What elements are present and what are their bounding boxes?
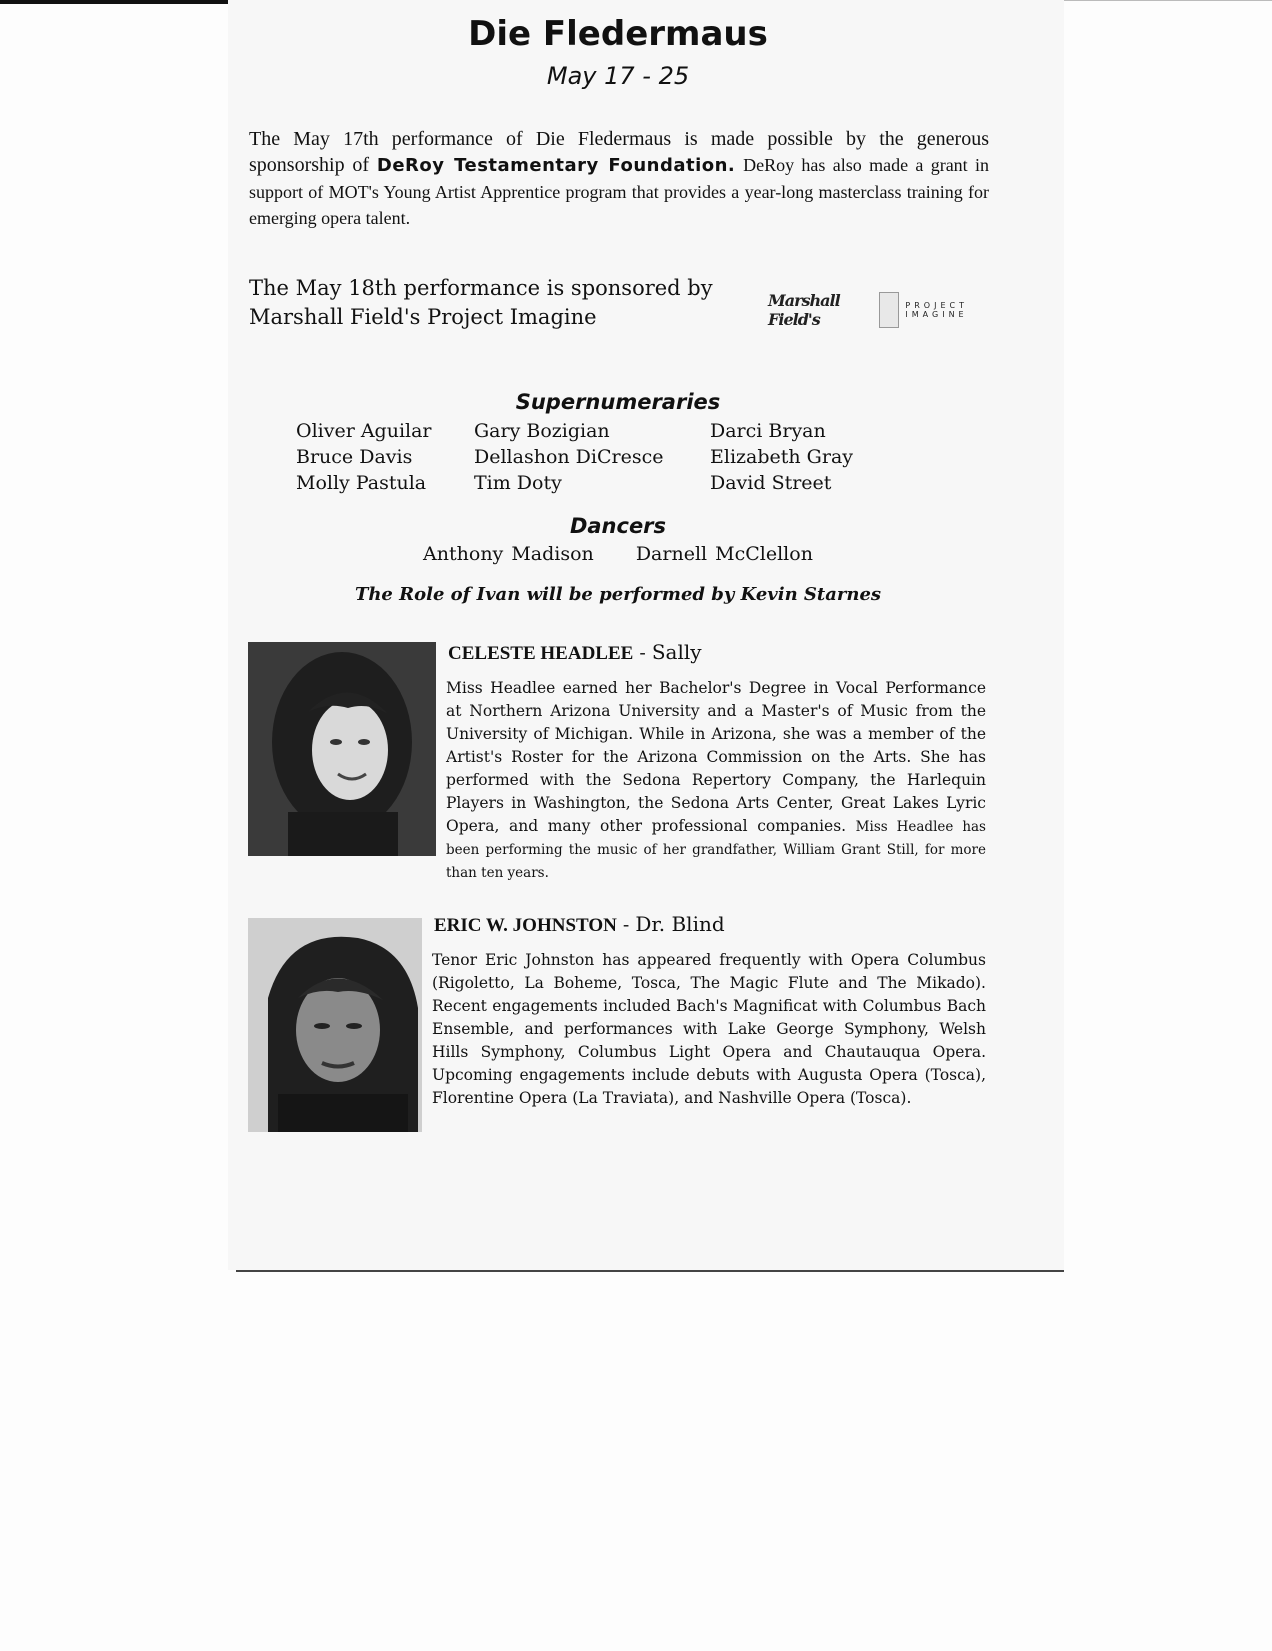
bio-heading xyxy=(434,912,725,937)
supernumeraries-column xyxy=(296,418,432,496)
list-item: Darci Bryan xyxy=(710,420,826,442)
list-item: Darnell McClellon xyxy=(635,543,813,565)
performer-name: CELESTE HEADLEE xyxy=(448,643,634,664)
may17-sponsor-text: The May 17th performance of Die Fledermaus is made possible by the generous sponsorship of xyxy=(249,128,989,176)
logo-word-imagine: IMAGINE xyxy=(905,310,968,319)
may17-sponsor-grant-text: DeRoy has also made a grant in support of MOT's Young Artist Apprentice program that provides a year-long masterclass training for emerging opera talent. xyxy=(249,155,990,228)
bio-separator: - xyxy=(616,914,636,936)
bio-paragraph-small: Miss Headlee has been performing the music of her grandfather, William Grant Still, for more than ten years. xyxy=(446,819,986,881)
logo-script: Marshall Field's xyxy=(768,291,840,329)
top-right-rule xyxy=(1064,0,1272,1)
logo-word-project: PROJECT xyxy=(905,301,968,310)
may18-sponsor-line1: The May 18th performance is sponsored by xyxy=(249,276,713,300)
list-item: Tim Doty xyxy=(474,472,562,494)
bio-text xyxy=(432,949,986,1110)
list-item: Anthony Madison xyxy=(423,543,594,565)
list-item: Oliver Aguilar xyxy=(296,420,432,442)
bottom-rule xyxy=(236,1270,1064,1272)
list-item: Elizabeth Gray xyxy=(710,446,854,468)
project-imagine-logo xyxy=(768,292,968,328)
supernumeraries-column xyxy=(474,418,663,496)
list-item: Molly Pastula xyxy=(296,472,427,494)
dancers-heading: Dancers xyxy=(569,514,667,538)
list-item: Gary Bozigian xyxy=(474,420,610,442)
performer-name: ERIC W. JOHNSTON xyxy=(434,915,617,936)
list-item: Bruce Davis xyxy=(296,446,413,468)
logo-mark xyxy=(879,292,899,328)
bio-separator: - xyxy=(633,642,652,664)
logo-wordmark xyxy=(905,301,968,319)
bio-text xyxy=(446,677,986,884)
supernumeraries-column xyxy=(710,418,853,496)
may18-sponsor-line2: Marshall Field's Project Imagine xyxy=(249,305,597,329)
list-item: Dellashon DiCresce xyxy=(474,446,664,468)
supernumeraries-heading: Supernumeraries xyxy=(515,390,721,414)
headshot-photo xyxy=(248,642,436,856)
list-item: David Street xyxy=(710,472,832,494)
dancers-list xyxy=(228,543,1008,565)
performer-role: Sally xyxy=(651,640,702,664)
top-left-rule xyxy=(0,0,228,4)
headshot-photo xyxy=(248,918,422,1132)
bio-paragraph: Miss Headlee earned her Bachelor's Degree in Vocal Performance at Northern Arizona University and a Master's of Music from the University of Michigan. While in Arizona, she was a member of the Artist's Roster for the Arizona Commission on the Arts. She has performed with the Sedona Repertory Company, the Harlequin Players in Washington, the Sedona Arts Center, Great Lakes Lyric Opera, and many other professional companies. xyxy=(446,679,986,835)
page-title: Die Fledermaus xyxy=(468,14,768,54)
may18-sponsor-paragraph xyxy=(249,274,749,332)
ivan-role-note: The Role of Ivan will be performed by Kevin Starnes xyxy=(354,584,882,605)
bio-heading xyxy=(448,640,702,665)
performer-role: Dr. Blind xyxy=(635,912,725,936)
bio-paragraph: Tenor Eric Johnston has appeared frequently with Opera Columbus (Rigoletto, La Boheme, Tosca, The Magic Flute and The Mikado). Recent engagements included Bach's Magnificat with Columbus Bach Ensemble, and performances with Lake George Symphony, Welsh Hills Symphony, Columbus Light Opera and Chautauqua Opera. Upcoming engagements include debuts with Augusta Opera (Tosca), Florentine Opera (La Traviata), and Nashville Opera (Tosca). xyxy=(432,951,986,1107)
may17-sponsor-paragraph xyxy=(249,126,989,231)
performance-dates: May 17 - 25 xyxy=(546,62,690,90)
foundation-name: DeRoy Testamentary Foundation. xyxy=(376,155,736,176)
